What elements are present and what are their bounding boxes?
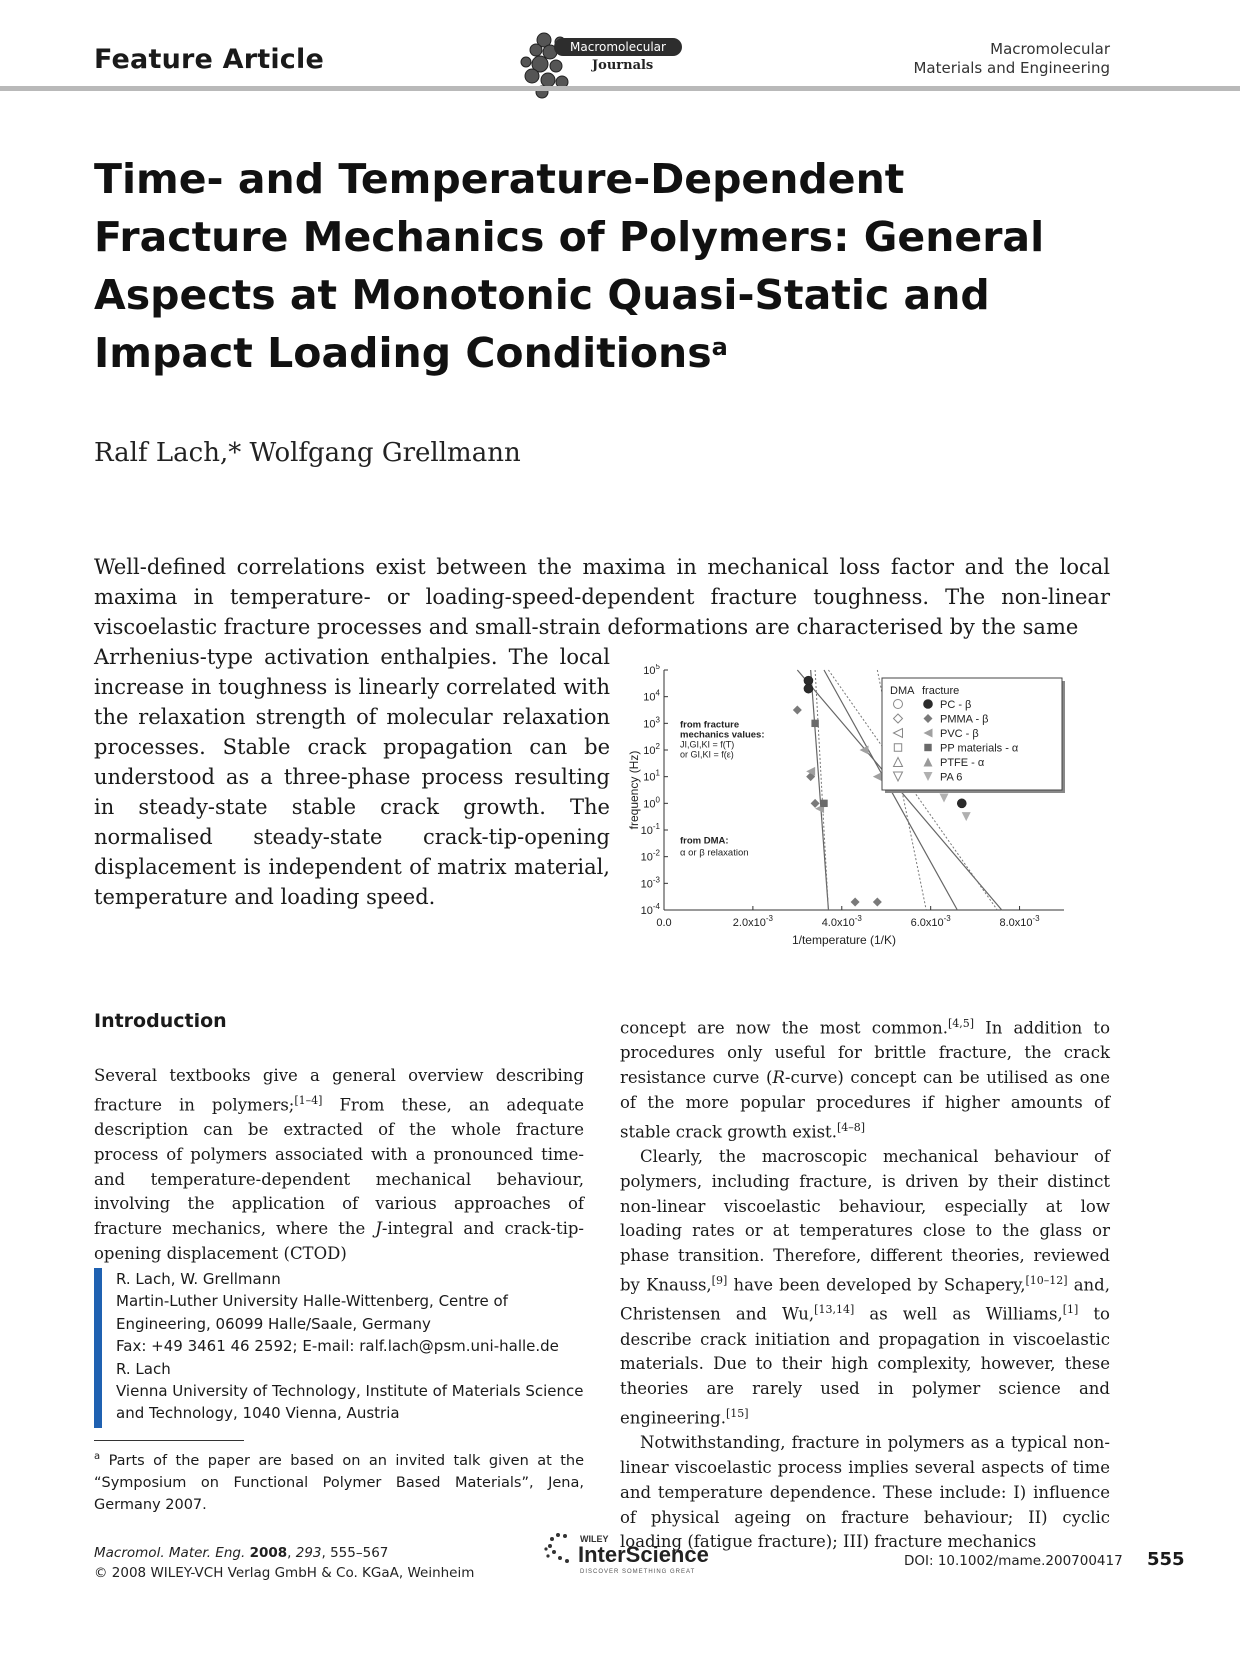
legend-label: PMMA - β: [940, 713, 989, 726]
fit-line: [811, 670, 829, 910]
data-point: [811, 799, 820, 808]
legend-label: PC - β: [940, 699, 972, 711]
legend-marker-dma: [894, 700, 903, 709]
data-point: [962, 812, 971, 821]
legend-label: PA 6: [940, 771, 963, 784]
authors: Ralf Lach,* Wolfgang Grellmann: [94, 438, 521, 468]
y-tick-label: $10^{-2}$: [640, 848, 660, 864]
data-point: [873, 772, 882, 781]
affiliation-bar: [94, 1268, 102, 1428]
affiliation-contact: Fax: +49 3461 46 2592; E-mail: ralf.lach@psm.uni-halle.de: [116, 1337, 559, 1356]
dma-line: [815, 670, 828, 910]
y-tick-label: $10^5$: [643, 664, 660, 677]
affiliation-line: Vienna University of Technology, Institute of Materials Science: [116, 1382, 584, 1401]
y-tick-label: $10^{-3}$: [640, 875, 660, 891]
footnote-text: Parts of the paper are based on an invited talk given at the “Symposium on Functional Polymer Based Materials”, Jena, Germany 2007.: [94, 1452, 585, 1513]
data-point: [873, 898, 882, 907]
article-title-text: Time- and Temperature-Dependent Fracture Mechanics of Polymers: General Aspects at Monotonic Quasi-Static and Impact Loading Conditions: [94, 155, 1045, 377]
title-footnote-mark: a: [711, 333, 728, 361]
y-axis-label: frequency (Hz): [627, 750, 641, 830]
y-tick-label: $10^2$: [643, 742, 660, 757]
data-point: [851, 898, 860, 907]
body-paragraph: concept are now the most common.[4,5] In addition to procedures only useful for brittle fracture, the crack resistance curve (R-curve) concept can be utilised as one of the more popular procedures if higher amounts of stable crack growth exist.[4–8]: [620, 1017, 1111, 1142]
data-point: [940, 794, 949, 803]
body-paragraph: Notwithstanding, fracture in polymers as a typical non-linear viscoelastic process implies several aspects of time and temperature dependence. These include: I) influence of physical ageing on fracture behaviour; II) cyclic loading (fatigue fracture); III) fracture mechanics: [620, 1433, 1110, 1552]
header-rule: [0, 86, 1240, 91]
y-tick-label: $10^1$: [643, 768, 660, 784]
abstract-side: Arrhenius-type activation enthalpies. The local increase in toughness is linearly correlated with the relaxation strength of molecular relaxation processes. Stable crack propagation can be understood as a three-phase process resulting in steady-state stable crack growth. The normalised steady-state crack-tip-opening displacement is independent of matrix material, temperature and loading speed.: [94, 645, 610, 909]
data-point: [793, 706, 802, 715]
annotation-dma-line: from DMA:: [680, 835, 729, 847]
legend-marker-fracture: [924, 700, 933, 709]
swirl-icon: [544, 1533, 569, 1563]
legend-label: PTFE - α: [940, 757, 985, 769]
y-tick-label: $10^{-4}$: [640, 902, 660, 917]
affiliation-block: [116, 1268, 586, 1425]
logo-banner: Macromolecular: [554, 38, 682, 56]
legend-marker-fracture: [924, 744, 931, 751]
journal-name: [913, 40, 1110, 78]
footnote-mark: a: [94, 1451, 101, 1462]
affiliation-line: Engineering, 06099 Halle/Saale, Germany: [116, 1314, 431, 1333]
x-tick-label: $6.0x10^{-3}$: [910, 914, 951, 929]
x-tick-label: $8.0x10^{-3}$: [999, 914, 1040, 929]
legend-label: PVC - β: [940, 728, 979, 740]
introduction-paragraph: Several textbooks give a general overview describing fracture in polymers;[1–4] From these, an adequate description can be extracted of the whole fracture process of polymers associated with a pronounced time- and temperature-dependent mechanical behaviour, involving the application of various approaches of fracture mechanics, where the J-integral and crack-tip-opening displacement (CTOD): [94, 1066, 585, 1264]
publisher-name: InterScience: [578, 1542, 709, 1567]
footer-citation: [94, 1543, 474, 1583]
publisher-logo: [540, 1530, 730, 1576]
affiliation-line: Martin-Luther University Halle-Wittenberg, Centre of: [116, 1292, 508, 1311]
legend-label: PP materials - α: [940, 742, 1019, 755]
logo-subtitle: Journals: [592, 58, 654, 73]
annotation-fracture-line: JI,GI,KI = f(T): [680, 739, 735, 750]
legend-header-dma: DMA: [890, 685, 915, 697]
annotation-dma-line: α or β relaxation: [680, 847, 749, 859]
data-point: [811, 720, 818, 727]
y-tick-label: $10^3$: [643, 715, 660, 731]
copyright: © 2008 WILEY-VCH Verlag GmbH & Co. KGaA, Weinheim: [94, 1565, 475, 1581]
footnote: [94, 1446, 584, 1516]
y-tick-label: $10^0$: [643, 795, 660, 811]
affiliation-line: R. Lach: [116, 1359, 171, 1378]
journal-name-line2: Materials and Engineering: [913, 59, 1110, 77]
doi: DOI: 10.1002/mame.200700417: [904, 1553, 1123, 1569]
data-point: [804, 684, 813, 693]
legend-marker-dma: [894, 744, 901, 751]
x-tick-label: $2.0x10^{-3}$: [732, 914, 773, 929]
data-point: [804, 676, 813, 685]
x-tick-label: $4.0x10^{-3}$: [821, 914, 862, 929]
data-point: [957, 799, 966, 808]
affiliation-line: R. Lach, W. Grellmann: [116, 1270, 281, 1288]
journal-name-line1: Macromolecular: [990, 40, 1110, 58]
affiliation-line: and Technology, 1040 Vienna, Austria: [116, 1404, 400, 1423]
abstract-figure: [626, 664, 1086, 970]
introduction-heading: Introduction: [94, 1010, 227, 1032]
citation: Macromol. Mater. Eng. 2008, 293, 555–567: [94, 1545, 389, 1561]
annotation-fracture-line: mechanics values:: [680, 729, 765, 741]
section-label: Feature Article: [94, 44, 324, 75]
annotation-fracture-line: from fracture: [680, 719, 740, 731]
page-number: 555: [1147, 1549, 1185, 1570]
abstract-top: Well-defined correlations exist between the maxima in mechanical loss factor and the local maxima in temperature- or loading-speed-dependent fracture toughness. The non-linear viscoelastic fracture processes and small-strain deformations are characterised by the same: [94, 555, 1110, 639]
data-point: [860, 746, 869, 755]
footnote-rule: [94, 1440, 244, 1441]
body-column-right: [620, 1012, 1110, 1555]
publisher-tagline: DISCOVER SOMETHING GREAT: [580, 1569, 696, 1575]
x-tick-label: 0.0: [656, 917, 672, 929]
annotation-fracture-line: or GI,KI = f(ε): [680, 749, 734, 760]
frequency-vs-temperature-chart: [626, 664, 1086, 970]
legend-header-fracture: fracture: [922, 685, 960, 697]
article-title: [94, 150, 1094, 382]
data-point: [820, 800, 827, 807]
publisher-small: WILEY: [580, 1534, 609, 1544]
body-paragraph: Clearly, the macroscopic mechanical behaviour of polymers, including fracture, is driven by their distinct non-linear viscoelastic behaviour, especially at low loading rates or at temperatures close to the glass or phase transition. Therefore, different theories, reviewed by Knauss,[9] have been developed by Schapery,[10–12] and, Christensen and Wu,[13,14] as well as Williams,[1] to describe crack initiation and propagation in viscoelastic materials. Due to their high complexity, however, these theories are rarely used in polymer science and engineering.[15]: [620, 1146, 1110, 1428]
y-tick-label: $10^4$: [643, 688, 660, 704]
y-tick-label: $10^{-1}$: [640, 822, 660, 837]
x-axis-label: 1/temperature (1/K): [791, 933, 897, 947]
